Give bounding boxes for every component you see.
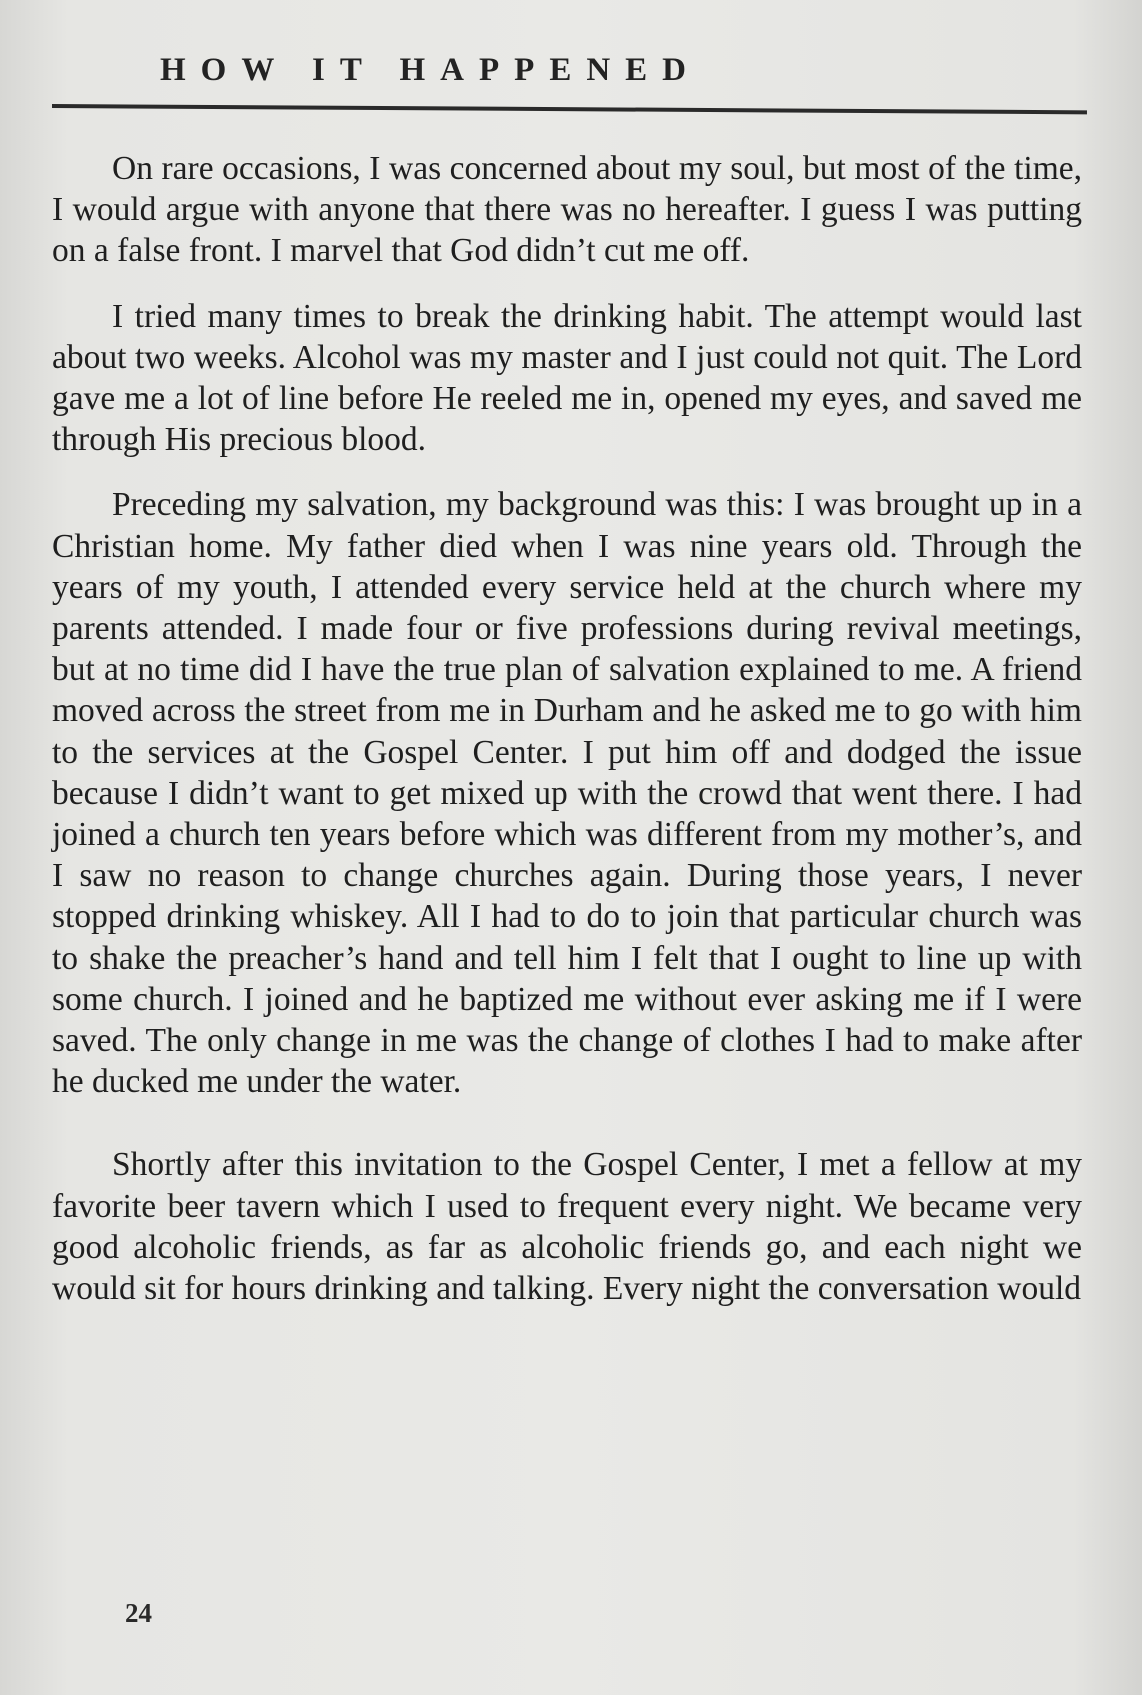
paragraph-1: On rare occasions, I was concerned about my soul, but most of the time, I would argue with anyone that there was no hereafter. I guess I was putting on a false front. I marvel that God didn’t cut me off. — [52, 150, 1082, 270]
paragraph-2: I tried many times to break the drinking habit. The attempt would last about two weeks. Alcohol was my master and I just could not quit. The Lord gave me a lot of line before He reeled me in, opened my eyes, and saved me through His precious blood. — [52, 297, 1082, 459]
page-number: 24 — [125, 1598, 152, 1628]
paragraph-3: Preceding my salvation, my background was this: I was brought up in a Christian home. My father died when I was nine years old. Through the years of my youth, I attended every service held at the church where my parents attended. I made four or five professions during revival meetings, but at no time did I have the true plan of salvation explained to me. A friend moved across the street from me in Durham and he asked me to go with him to the services at the Gospel Center. I put him off and dodged the issue because I didn’t want to get mixed up with the crowd that went there. I had joined a church ten years before which was different from my mother’s, and I saw no reason to change churches again. During those years, I never stopped drinking whiskey. All I had to do to join that particular church was to shake the preacher’s hand and tell him I felt that I ought to line up with some church. I joined and he baptized me without ever asking me if I were saved. The only change in me was the change of clothes I had to make after he ducked me under the water. — [52, 486, 1082, 1101]
header-rule — [52, 104, 1087, 114]
running-head: HOW IT HAPPENED — [160, 52, 701, 88]
paragraph-4: Shortly after this invitation to the Gospel Center, I met a fellow at my favorite beer tavern which I used to frequent every night. We became very good alcoholic friends, as far as alcoholic friends go, and each night we would sit for hours drinking and talking. Every night the conversation would — [52, 1146, 1082, 1308]
body-text — [52, 148, 1082, 1333]
